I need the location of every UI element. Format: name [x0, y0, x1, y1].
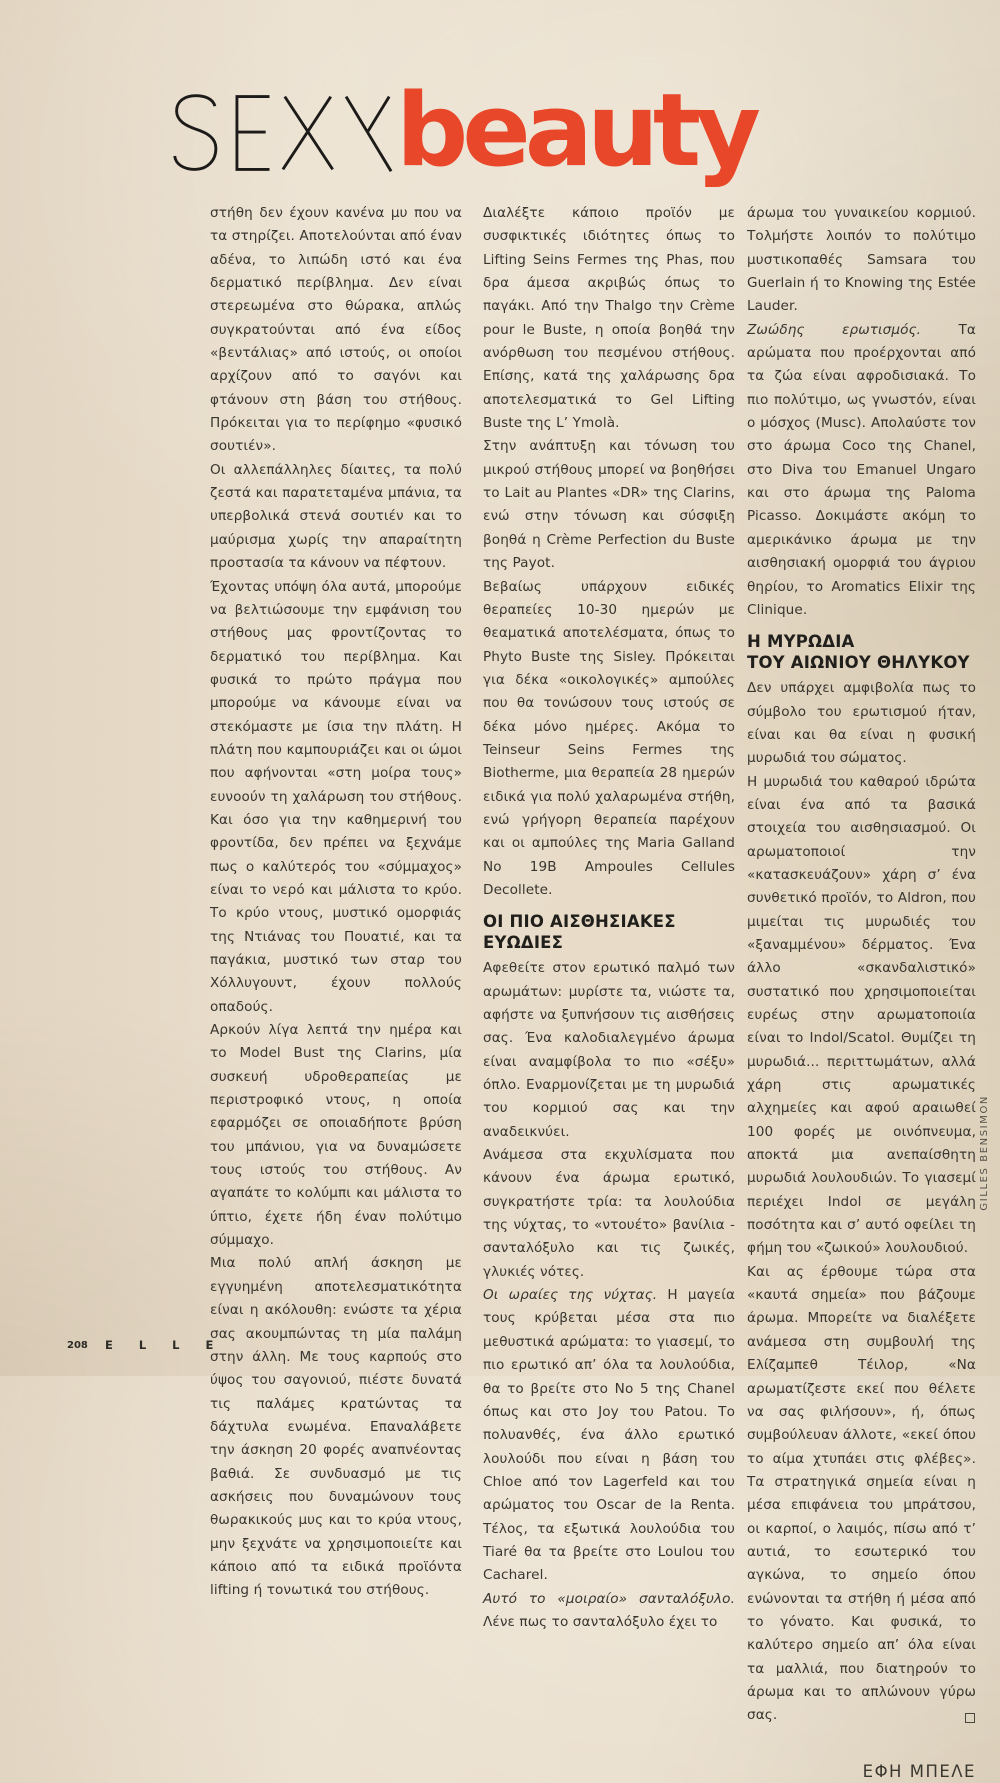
paragraph-lead: Ζωώδης ερωτισμός.	[747, 321, 959, 338]
byline: ΕΦΗ ΜΠΕΛΕ	[862, 1761, 976, 1781]
page-title	[168, 92, 393, 174]
paragraph: Ανάμεσα στα εκχυλίσματα που κάνουν ένα άρωμα ερωτικό, συγκρατήστε τρία: τα λουλούδια της νύχτας, το «ντουέτο» βανίλια - σανταλόξυλο και τις ζωικές, γλυκιές νότες.	[483, 1147, 735, 1280]
paragraph-lead: Αυτό το «μοιραίο» σανταλόξυλο.	[483, 1590, 735, 1607]
paragraph: Μια πολύ απλή άσκηση με εγγυημένη αποτελεσματικότητα είναι η ακόλουθη: ενώστε τα χέρια σας ακουμπώντας τη μία παλάμη στην άλλη. Με τους καρπούς στο ύψος του σαγονιού, πιέστε δυνατά τις παλάμες κρατώντας τα δάχτυλα ενωμένα. Επαναλάβετε την άσκηση 20 φορές αναπνέοντας βαθιά. Σε συνδυασμό με τις ασκήσεις που δυναμώνουν τους θωρακικούς μυς και το κρύα ντους, μην ξεχνάτε να χρησιμοποιείτε και κάποιο από τα ειδικά προϊόντα lifting ή τονωτικά του στήθους.	[210, 1255, 462, 1599]
title-word-sexy	[168, 92, 393, 174]
paragraph: άρωμα του γυναικείου κορμιού. Τολμήστε λοιπόν το πολύτιμο μυστικοπαθές Samsara του Guerlain ή το Knowing της Estée Lauder.	[747, 205, 976, 315]
paragraph: Αυτό το «μοιραίο» σανταλόξυλο. Λένε πως το σανταλόξυλο έχει το	[483, 1590, 735, 1630]
paragraph-lead: Οι ωραίες της νύχτας.	[483, 1287, 668, 1304]
magazine-logo: ELLE	[105, 1338, 240, 1352]
title-word-beauty: beauty	[396, 71, 755, 189]
page-footer	[0, 1338, 1000, 1358]
article-end-mark	[965, 1713, 975, 1723]
photo-credit: GILLES BENSIMON	[979, 1095, 990, 1211]
paragraph: Έχοντας υπόψη όλα αυτά, μπορούμε να βελτιώσουμε την εμφάνιση του στήθους μας φροντίζοντας το δερματικό του περίβλημα. Και φυσικά το πρώτο πράγμα που μπορούμε να κάνουμε είναι να στεκόμαστε με ίσια την πλάτη. Η πλάτη που καμπουριάζει και οι ώμοι που αφήνονται «στη μοίρα τους» ευνοούν τη χαλάρωση του στήθους. Και όσο για την καθημερινή του φροντίδα, δεν πρέπει να ξεχνάμε πως ο καλύτερός του «σύμμαχος» είναι το νερό και μάλιστα το κρύο. Το κρύο ντους, μυστικό ομορφιάς της Ντιάνας του Πουατιέ, και τα παγάκια, μυστικό των σταρ του Χόλλυγουντ, έχουν πολλούς οπαδούς.	[210, 578, 462, 1015]
page-number: 208	[67, 1340, 88, 1351]
paragraph: Οι αλλεπάλληλες δίαιτες, τα πολύ ζεστά και παρατεταμένα μπάνια, τα υπερβολικά στενά σουτιέν και το μαύρισμα χωρίς την απαραίτητη προστασία τα κάνουν να πέφτουν.	[210, 461, 462, 572]
paragraph: Οι ωραίες της νύχτας. Η μαγεία τους κρύβεται μέσα στα πιο μεθυστικά αρώματα: το γιασεμί, το πιο ερωτικό απ’ όλα τα λουλούδια, θα το βρείτε στο No 5 της Chanel όπως και στο Joy του Patou. Το πολυανθές, ένα άλλο ερωτικό λουλούδι που είναι η βάση του Chloe από τον Lagerfeld και του αρώματος του Oscar de la Renta. Τέλος, τα εξωτικά λουλούδια του Tiaré θα τα βρείτε στο Loulou του Cacharel.	[483, 1287, 735, 1584]
paragraph: στήθη δεν έχουν κανένα μυ που να τα στηρίζει. Αποτελούνται από έναν αδένα, το λιπώδη ιστό και ένα δερματικό περίβλημα. Δεν είναι στερεωμένα στο θώρακα, απλώς συγκρατούνται από ένα είδος «βεντάλιας» από ιστούς, οι οποίοι αρχίζουν από το σαγόνι και φτάνουν στη βάση του στήθους. Πρόκειται για το περίφημο «φυσικό σουτιέν».	[210, 205, 462, 455]
paragraph: Και ας έρθουμε τώρα στα «καυτά σημεία» που βάζουμε άρωμα. Μπορείτε να διαλέξετε ανάμεσα στη συμβουλή της Ελίζαμπεθ Τέιλορ, «Να αρωματίζεστε εκεί που θέλετε να σας φιλήσουν», ή, όπως συμβούλευαν άλλοτε, «εκεί όπου το αίμα χτυπάει στις φλέβες». Τα στρατηγικά σημεία είναι η μέσα επιφάνεια του μπράτσου, οι καρποί, ο λαιμός, πίσω από τ’ αυτιά, το εσωτερικό του αγκώνα, το σημείο όπου ενώνονται τα στήθη ή μέσα από το γόνατο. Και φυσικά, το καλύτερο σημείο απ’ όλα είναι τα μαλλιά, που διατηρούν το άρωμα και το απλώνουν γύρω σας.	[747, 1263, 976, 1724]
article-column-1	[210, 202, 462, 1603]
paragraph: Δεν υπάρχει αμφιβολία πως το σύμβολο του ερωτισμού ήταν, είναι και θα είναι η φυσική μυρωδιά του σώματος.	[747, 680, 976, 767]
paragraph: Βεβαίως υπάρχουν ειδικές θεραπείες 10-30 ημερών με θεαματικά αποτελέσματα, όπως το Phyto Buste της Sisley. Πρόκειται για δέκα «οικολογικές» αμπούλες που θα τονώσουν τους ιστούς σε δέκα μόνο ημέρες. Ακόμα το Teinseur Seins Fermes της Biotherme, μια θεραπεία 28 ημερών ειδικά για πολύ χαλαρωμένα στήθη, ενώ γρήγορη θεραπεία παρέχουν και οι αμπούλες της Maria Galland No 19B Ampoules Cellules Decollete.	[483, 578, 735, 898]
section-heading: Η ΜΥΡΩΔΙΑ ΤΟΥ ΑΙΩΝΙΟΥ ΘΗΛΥΚΟΥ	[747, 632, 970, 673]
paragraph: Στην ανάπτυξη και τόνωση του μικρού στήθους μπορεί να βοηθήσει το Lait au Plantes «DR» της Clarins, ενώ στην τόνωση και σύσφιξη βοηθά η Crème Perfection du Buste της Payot.	[483, 438, 735, 572]
paragraph: Ζωώδης ερωτισμός. Τα αρώματα που προέρχονται από τα ζώα είναι αφροδισιακά. Το πιο πολύτιμο, ως γνωστόν, είναι ο μόσχος (Musc). Απολαύστε τον στο άρωμα Coco της Chanel, στο Diva του Emanuel Ungaro και στο άρωμα της Paloma Picasso. Δοκιμάστε ακόμη το αμερικάνικο άρωμα με την αισθησιακή ομορφιά του άγριου θηρίου, το Aromatics Elixir της Clinique.	[747, 321, 976, 618]
article-column-3	[747, 202, 976, 1783]
paragraph: Αφεθείτε στον ερωτικό παλμό των αρωμάτων: μυρίστε τα, νιώστε τα, αφήστε να ξυπνήσουν τις αισθήσεις σας. Ένα καλοδιαλεγμένο άρωμα είναι αναμφίβολα το πιο «σέξυ» όπλο. Εναρμονίζεται με τη μυρωδιά του κορμιού σας και την αναδεικνύει.	[483, 960, 735, 1140]
paragraph: Η μυρωδιά του καθαρού ιδρώτα είναι ένα από τα βασικά στοιχεία του αισθησιασμού. Οι αρωματοποιοί την «κατασκευάζουν» χάρη σ’ ένα συνθετικό προϊόν, το Aldron, που μιμείται τις μυρωδιές του «ξαναμμένου» δέρματος. Ένα άλλο «σκανδαλιστικό» συστατικό που χρησιμοποιείται ευρέως στην αρωματοποιία είναι το Indol/Scatol. Θυμίζει τη μυρωδιά... περιττωμάτων, αλλά χάρη στις αρωματικές αλχημείες και αφού αραιωθεί 100 φορές με οινόπνευμα, αποκτά μια ανεπαίσθητη μυρωδιά λουλουδιών. Το γιασεμί περιέχει Indol σε μεγάλη ποσότητα και σ’ αυτό οφείλει τη φήμη του «ζωικού» λουλουδιού.	[747, 773, 976, 1257]
article-column-2	[483, 202, 735, 1634]
paragraph: Αρκούν λίγα λεπτά την ημέρα και το Model Bust της Clarins, μία συσκευή υδροθεραπείας με περιστροφικό ντους, η οποία εφαρμόζει σε οποιαδήποτε βρύση του μπάνιου, για να δυναμώσετε τους ιστούς του στήθους. Αν αγαπάτε το κολύμπι και μάλιστα το ύπτιο, έχετε ήδη έναν πολύτιμο σύμμαχο.	[210, 1022, 462, 1249]
section-heading: ΟΙ ΠΙΟ ΑΙΣΘΗΣΙΑΚΕΣ ΕΥΩΔΙΕΣ	[483, 912, 676, 953]
paragraph: Διαλέξτε κάποιο προϊόν με συσφικτικές ιδιότητες όπως το Lifting Seins Fermes της Phas, που δρα άμεσα ακριβώς όπως το παγάκι. Από την Thalgo την Crème pour le Buste, η οποία βοηθά την ανόρθωση του πεσμένου στήθους. Επίσης, κατά της χαλάρωσης δρα αποτελεσματικά το Gel Lifting Buste της L’ Ymolà.	[483, 205, 735, 432]
